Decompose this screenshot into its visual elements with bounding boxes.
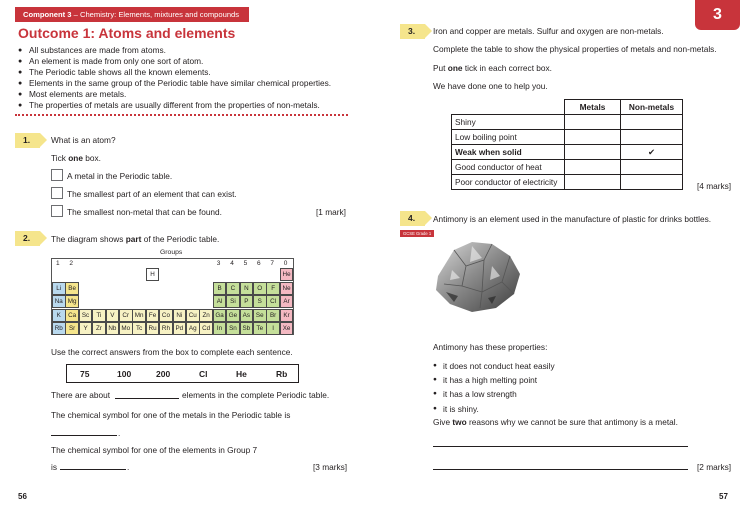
element-cell-mo: Mo [119, 322, 133, 335]
non-metals-cell[interactable] [621, 160, 683, 175]
element-cell-si: Si [226, 295, 240, 308]
answer-option: He [236, 369, 247, 379]
element-cell-ru: Ru [146, 322, 160, 335]
element-cell-al: Al [213, 295, 227, 308]
element-cell-ca: Ca [65, 309, 79, 322]
element-cell-y: Y [79, 322, 93, 335]
gcse-grade-badge: GCSE Grade 1 [400, 230, 434, 237]
bullet-item: ● An element is made from only one sort of atom. [18, 56, 331, 67]
element-cell-zn: Zn [199, 309, 213, 322]
q4-marks: [2 marks] [697, 462, 732, 472]
element-cell-na: Na [52, 295, 66, 308]
q2-answer-line-3[interactable] [60, 469, 126, 470]
element-cell-v: V [106, 309, 120, 322]
page-number-left: 56 [18, 492, 27, 501]
q1-option-3-label: The smallest non-metal that can be found. [67, 207, 222, 217]
q2-sentence-3-is: is [51, 462, 57, 472]
table-row [452, 130, 683, 145]
antimony-rock-image [432, 236, 524, 316]
element-cell-zr: Zr [92, 322, 106, 335]
component-banner: Component 3 – Chemistry: Elements, mixtures and compounds [15, 7, 249, 22]
group-number-4: 4 [230, 260, 234, 267]
element-cell-rb: Rb [52, 322, 66, 335]
element-cell-n: N [240, 282, 254, 295]
table-header-non-metals: Non-metals [621, 100, 683, 115]
bullet-item: ● All substances are made from atoms. [18, 45, 331, 56]
non-metals-cell[interactable] [621, 175, 683, 190]
q1-prompt: What is an atom? [51, 135, 116, 145]
q2-sentence-1-end: elements in the complete Periodic table. [182, 390, 330, 400]
q3-line-1: Iron and copper are metals. Sulfur and oxygen are non-metals. [433, 26, 664, 36]
element-cell-s: S [253, 295, 267, 308]
element-cell-f: F [266, 282, 280, 295]
element-cell-tc: Tc [132, 322, 146, 335]
table-header-row [452, 100, 683, 115]
property-item: ● it has a high melting point [433, 373, 555, 387]
group-number-6: 6 [257, 260, 261, 267]
element-cell-ga: Ga [213, 309, 227, 322]
element-cell-be: Be [65, 282, 79, 295]
element-cell-c: C [226, 282, 240, 295]
answer-option: 100 [117, 369, 132, 379]
element-cell-li: Li [52, 282, 66, 295]
q4-answer-line-1[interactable] [433, 446, 688, 447]
element-cell-pd: Pd [173, 322, 187, 335]
element-cell-o: O [253, 282, 267, 295]
property-cell: Good conductor of heat [452, 160, 565, 175]
element-cell-rh: Rh [159, 322, 173, 335]
question-4-tag: 4. [400, 211, 425, 226]
element-cell-mn: Mn [132, 309, 146, 322]
element-cell-k: K [52, 309, 66, 322]
element-cell-sr: Sr [65, 322, 79, 335]
element-cell-ar: Ar [280, 295, 294, 308]
element-cell-br: Br [266, 309, 280, 322]
q2-sentence-1-start: There are about [51, 390, 111, 400]
element-cell-cd: Cd [199, 322, 213, 335]
q1-instruction: Tick one box. [51, 153, 101, 163]
property-cell: Weak when solid [452, 145, 565, 160]
q1-option-1-checkbox[interactable] [51, 169, 63, 181]
table-row [452, 160, 683, 175]
property-item: ● it is shiny. [433, 402, 555, 416]
properties-table [451, 99, 683, 190]
bullet-item: ● Most elements are metals. [18, 89, 331, 100]
q2-instruction: Use the correct answers from the box to complete each sentence. [51, 347, 293, 357]
element-cell-sb: Sb [240, 322, 254, 335]
chapter-tab: 3 [695, 0, 740, 30]
element-cell-se: Se [253, 309, 267, 322]
groups-label: Groups [160, 249, 183, 256]
element-cell-ag: Ag [186, 322, 200, 335]
bullet-item: ● Elements in the same group of the Periodic table have similar chemical properties. [18, 78, 331, 89]
answer-option: Rb [276, 369, 288, 379]
element-cell-he: He [280, 268, 294, 281]
element-cell-cr: Cr [119, 309, 133, 322]
element-cell-ge: Ge [226, 309, 240, 322]
q4-properties-intro: Antimony has these properties: [433, 342, 548, 352]
element-cell-fe: Fe [146, 309, 160, 322]
element-cell-sc: Sc [79, 309, 93, 322]
element-cell-ne: Ne [280, 282, 294, 295]
q2-prompt: The diagram shows part of the Periodic table. [51, 234, 220, 244]
outcome-title: Outcome 1: Atoms and elements [18, 25, 236, 41]
q4-instruction: Give two reasons why we cannot be sure that antimony is a metal. [433, 417, 678, 427]
group-number-2: 2 [69, 260, 74, 267]
q3-line-2: Complete the table to show the physical properties of metals and non-metals. [433, 44, 717, 54]
answer-option: 200 [156, 369, 171, 379]
antimony-properties-list [433, 359, 555, 416]
element-cell-cu: Cu [186, 309, 200, 322]
metals-cell[interactable] [565, 130, 621, 145]
element-cell-b: B [213, 282, 227, 295]
non-metals-cell[interactable] [621, 115, 683, 130]
group-number-0: 0 [283, 260, 288, 267]
q4-prompt: Antimony is an element used in the manufacture of plastic for drinks bottles. [433, 214, 712, 224]
property-cell: Poor conductor of electricity [452, 175, 565, 190]
q2-answer-line-1[interactable] [115, 398, 179, 399]
element-cell-as: As [240, 309, 254, 322]
q2-marks: [3 marks] [313, 462, 348, 472]
property-item: ● it has a low strength [433, 387, 555, 401]
non-metals-cell[interactable] [621, 130, 683, 145]
group-number-7: 7 [270, 260, 275, 267]
element-cell-xe: Xe [280, 322, 294, 335]
bullet-item: ● The Periodic table shows all the known elements. [18, 67, 331, 78]
element-cell-i: I [266, 322, 280, 335]
table-corner [452, 100, 565, 115]
property-cell: Low boiling point [452, 130, 565, 145]
answer-option: 75 [80, 369, 90, 379]
page-number-right: 57 [719, 492, 728, 501]
element-cell-h: H [146, 268, 160, 281]
table-header-metals: Metals [565, 100, 621, 115]
table-row [452, 175, 683, 190]
element-cell-mg: Mg [65, 295, 79, 308]
property-cell: Shiny [452, 115, 565, 130]
q2-sentence-3-stop: . [127, 462, 130, 472]
metals-cell[interactable] [565, 175, 621, 190]
q3-line-3: Put one tick in each correct box. [433, 63, 552, 73]
question-1-tag: 1. [15, 133, 40, 148]
element-cell-sn: Sn [226, 322, 240, 335]
q1-marks: [1 mark] [316, 207, 346, 217]
question-3-tag: 3. [400, 24, 425, 39]
q2-sentence-2: The chemical symbol for one of the metals in the Periodic table is [51, 410, 291, 420]
table-row [452, 115, 683, 130]
q1-option-2-checkbox[interactable] [51, 187, 63, 199]
element-cell-co: Co [159, 309, 173, 322]
q3-marks: [4 marks] [697, 181, 732, 191]
answer-box [66, 364, 299, 383]
q2-answer-line-2[interactable] [51, 435, 117, 436]
q2-sentence-3: The chemical symbol for one of the elements in Group 7 [51, 445, 258, 455]
element-cell-kr: Kr [280, 309, 294, 322]
q4-answer-line-2[interactable] [433, 469, 688, 470]
non-metals-cell-ticked[interactable]: ✔ [621, 145, 683, 160]
property-item: ● it does not conduct heat easily [433, 359, 555, 373]
element-cell-ti: Ti [92, 309, 106, 322]
q1-option-1-label: A metal in the Periodic table. [67, 171, 173, 181]
q1-option-2-label: The smallest part of an element that can exist. [67, 189, 237, 199]
answer-option: Cl [199, 369, 208, 379]
outcome-bullets [18, 45, 331, 112]
metals-cell[interactable] [565, 145, 621, 160]
group-number-1: 1 [56, 260, 60, 267]
metals-cell[interactable] [565, 160, 621, 175]
bullet-item: ● The properties of metals are usually different from the properties of non-metals. [18, 100, 331, 111]
element-cell-p: P [240, 295, 254, 308]
element-cell-in: In [213, 322, 227, 335]
group-number-3: 3 [216, 260, 221, 267]
element-cell-te: Te [253, 322, 267, 335]
element-cell-nb: Nb [106, 322, 120, 335]
q3-line-4: We have done one to help you. [433, 81, 548, 91]
q2-sentence-2-stop: . [118, 428, 121, 438]
q1-option-3-checkbox[interactable] [51, 205, 63, 217]
metals-cell[interactable] [565, 115, 621, 130]
group-number-5: 5 [243, 260, 248, 267]
dotted-divider [15, 114, 348, 116]
element-cell-ni: Ni [173, 309, 187, 322]
element-cell-cl: Cl [266, 295, 280, 308]
question-2-tag: 2. [15, 231, 40, 246]
table-row [452, 145, 683, 160]
